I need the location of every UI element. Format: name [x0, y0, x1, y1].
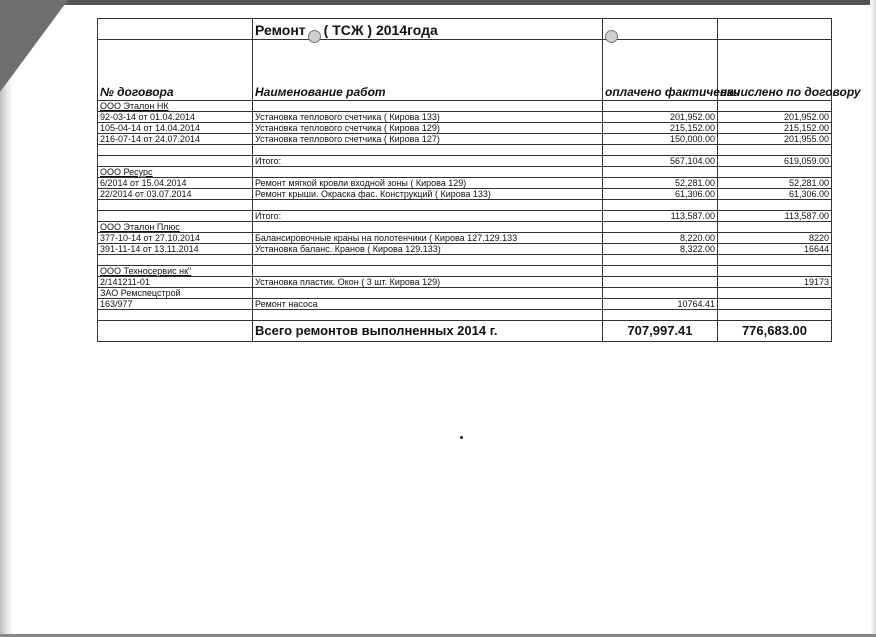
work-cell: Ремонт мягкой кровли входной зоны ( Кирова 129): [253, 178, 603, 189]
subtotal-label: Итого:: [253, 211, 603, 222]
repair-report-table: [97, 18, 861, 342]
subtotal-paid: 113,587.00: [603, 211, 718, 222]
charged-cell: [718, 299, 832, 310]
title-part1: Ремонт: [255, 21, 306, 38]
subtotal-label: Итого:: [253, 156, 603, 167]
empty-row: [98, 310, 832, 321]
contract-cell: 105-04-14 от 14.04.2014: [98, 123, 253, 134]
table-row: [98, 123, 832, 134]
charged-cell: 16644: [718, 244, 832, 255]
work-cell: Установка теплового счетчика ( Кирова 127): [253, 134, 603, 145]
paid-cell: 61,306.00: [603, 189, 718, 200]
paid-cell: 8,322.00: [603, 244, 718, 255]
empty-row: [98, 255, 832, 266]
empty-row: [98, 145, 832, 156]
charged-cell: 8220: [718, 233, 832, 244]
subtotal-row: [98, 156, 832, 167]
work-cell: Установка теплового счетчика ( Кирова 133): [253, 112, 603, 123]
company-name: ООО Эталон Плюс: [98, 222, 253, 233]
table-row: [98, 299, 832, 310]
company-name: ООО Техносервис нк": [98, 266, 253, 277]
company-row: [98, 288, 832, 299]
header-work: Наименование работ: [253, 40, 603, 101]
company-row: [98, 167, 832, 178]
table-row: [98, 233, 832, 244]
scan-left-shadow: [0, 0, 14, 637]
work-cell: Установка пластик. Окон ( 3 шт. Кирова 129): [253, 277, 603, 288]
subtotal-paid: 567,104.00: [603, 156, 718, 167]
paid-cell: 52,281.00: [603, 178, 718, 189]
table-row: [98, 244, 832, 255]
company-name: ЗАО Ремспецстрой: [98, 288, 253, 299]
company-name: ООО Эталон НК: [98, 101, 253, 112]
charged-cell: 61,306.00: [718, 189, 832, 200]
scan-folded-corner: [0, 0, 68, 92]
contract-cell: 22/2014 от 03.07.2014: [98, 189, 253, 200]
title-row: [98, 19, 832, 40]
scan-speck: [460, 436, 463, 439]
contract-cell: 2/141211-01: [98, 277, 253, 288]
subtotal-charged: 113,587.00: [718, 211, 832, 222]
charged-cell: 201,955.00: [718, 134, 832, 145]
subtotal-charged: 619,059.00: [718, 156, 832, 167]
work-cell: Установка баланс. Кранов ( Кирова 129.133): [253, 244, 603, 255]
header-contract: № договора: [98, 40, 253, 101]
grand-total-row: [98, 321, 832, 342]
paid-cell: [603, 277, 718, 288]
paid-cell: 150,000.00: [603, 134, 718, 145]
table-row: [98, 277, 832, 288]
grand-total-paid: 707,997.41: [603, 321, 718, 342]
stamp-mark-icon: [605, 30, 618, 43]
table-row: [98, 178, 832, 189]
work-cell: Ремонт крыши. Окраска фас. Конструкций ( Кирова 133): [253, 189, 603, 200]
company-name: ООО Ресурс: [98, 167, 253, 178]
table-row: [98, 112, 832, 123]
scan-right-edge: [870, 0, 876, 637]
contract-cell: 377-10-14 от 27.10.2014: [98, 233, 253, 244]
company-row: [98, 266, 832, 277]
header-row: [98, 40, 832, 101]
paid-cell: 201,952.00: [603, 112, 718, 123]
contract-cell: 391-11-14 от 13.11.2014: [98, 244, 253, 255]
contract-cell: 216-07-14 от 24.07.2014: [98, 134, 253, 145]
contract-cell: 163/977: [98, 299, 253, 310]
table-row: [98, 134, 832, 145]
document-title: [253, 19, 603, 40]
charged-cell: 215,152.00: [718, 123, 832, 134]
header-charged: начислено по договору: [718, 40, 832, 101]
charged-cell: 19173: [718, 277, 832, 288]
scan-top-edge: [0, 0, 876, 5]
grand-total-charged: 776,683.00: [718, 321, 832, 342]
work-cell: Балансировочные краны на полотенчики ( Кирова 127.129.133: [253, 233, 603, 244]
paid-cell: 8,220.00: [603, 233, 718, 244]
grand-total-label: Всего ремонтов выполненных 2014 г.: [253, 321, 603, 342]
paid-cell: 10764.41: [603, 299, 718, 310]
paid-cell: 215,152.00: [603, 123, 718, 134]
table-row: [98, 189, 832, 200]
contract-cell: 6/2014 от 15.04.2014: [98, 178, 253, 189]
subtotal-row: [98, 211, 832, 222]
header-paid: оплачено фактически: [603, 40, 718, 101]
charged-cell: 201,952.00: [718, 112, 832, 123]
title-part2: ( ТСЖ ) 2014года: [323, 21, 438, 38]
work-cell: Установка теплового счетчика ( Кирова 129): [253, 123, 603, 134]
company-row: [98, 101, 832, 112]
empty-row: [98, 200, 832, 211]
contract-cell: 92-03-14 от 01.04.2014: [98, 112, 253, 123]
work-cell: Ремонт насоса: [253, 299, 603, 310]
charged-cell: 52,281.00: [718, 178, 832, 189]
company-row: [98, 222, 832, 233]
